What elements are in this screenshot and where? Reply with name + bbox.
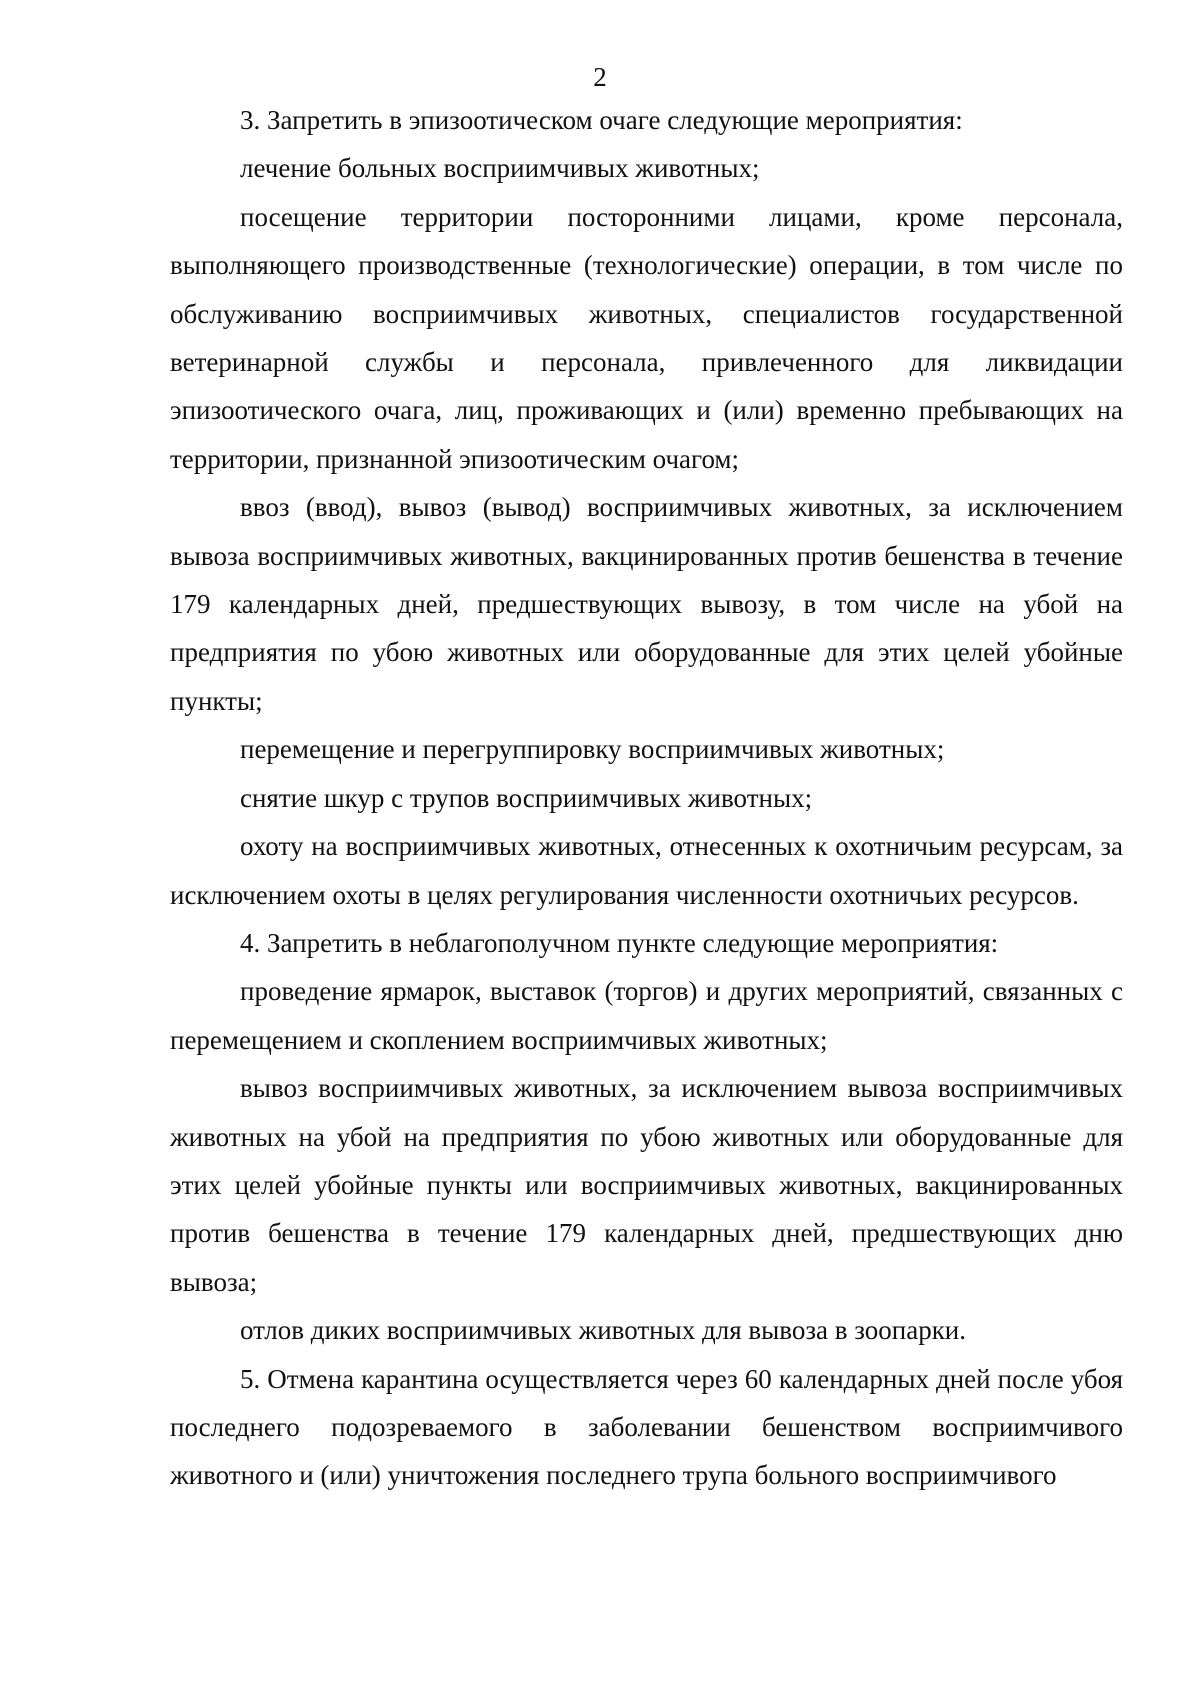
page-number: 2 (593, 62, 607, 92)
paragraph-visit-ban: посещение территории посторонними лицами, кроме персонала, выполняющего производственные (технологические) операции, в том числе по обслуживанию восприимчивых животных, специалистов государственной ветеринарной службы и персонала, привлеченного для ликвидации эпизоотического очага, лиц, проживающих и (или) временно пребывающих на территории, признанной эпизоотическим очагом; (170, 201, 1123, 474)
paragraph-item-4: 4. Запретить в неблагополучном пункте следующие мероприятия: (240, 927, 999, 958)
paragraph-export-ban: вывоз восприимчивых животных, за исключением вывоза восприимчивых животных на убой на предприятия по убою животных или оборудованные для этих целей убойные пункты или восприимчивых животных, вакцинированных против бешенства в течение 179 календарных дней, предшествующих дню вывоза; (170, 1073, 1123, 1297)
paragraph-item-3: 3. Запретить в эпизоотическом очаге следующие мероприятия: (240, 105, 963, 135)
paragraph-item-5: 5. Отмена карантина осуществляется через 60 календарных дней после убоя последнего подозреваемого в заболевании бешенством восприимчивого животного и (или) уничтожения последнего трупа больного восприимчивого (170, 1363, 1123, 1491)
paragraph-treatment-ban: лечение больных восприимчивых животных; (240, 153, 760, 184)
paragraph-fairs-ban: проведение ярмарок, выставок (торгов) и других мероприятий, связанных с перемещением и скоплением восприимчивых животных; (170, 976, 1123, 1055)
paragraph-capture-ban: отлов диких восприимчивых животных для вывоза в зоопарки. (240, 1315, 967, 1346)
paragraph-skinning-ban: снятие шкур с трупов восприимчивых животных; (240, 782, 813, 813)
document-body (170, 96, 1123, 1500)
paragraph-import-export-ban: ввоз (ввод), вывоз (вывод) восприимчивых животных, за исключением вывоза восприимчивых животных, вакцинированных против бешенства в течение 179 календарных дней, предшествующих вывозу, в том числе на убой на предприятия по убою животных или оборудованные для этих целей убойные пункты; (170, 492, 1123, 716)
paragraph-hunting-ban: охоту на восприимчивых животных, отнесенных к охотничьим ресурсам, за исключением охоты в целях регулирования численности охотничьих ресурсов. (170, 831, 1123, 910)
paragraph-regrouping-ban: перемещение и перегруппировку восприимчивых животных; (240, 734, 945, 765)
